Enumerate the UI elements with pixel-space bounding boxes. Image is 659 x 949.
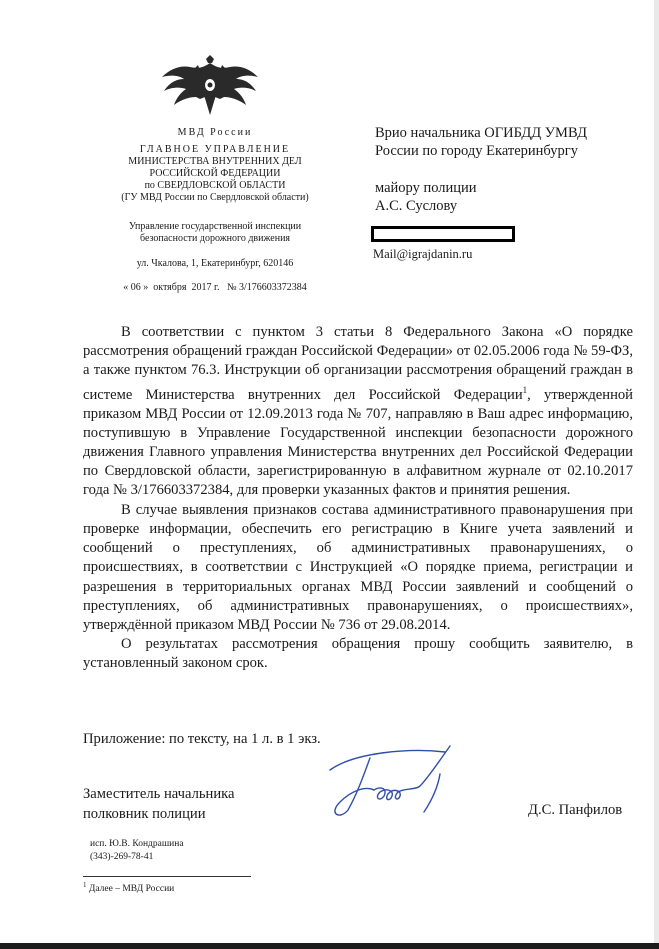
footnote (83, 881, 174, 894)
signatory-name: Д.С. Панфилов (528, 802, 623, 818)
footnote-mark: 1 (522, 384, 528, 395)
handwritten-signature (300, 740, 470, 820)
executor-name: исп. Ю.В. Кондрашина (90, 839, 184, 849)
addressee-line: России по городу Екатеринбургу (375, 143, 578, 159)
addressee-line: А.С. Суслову (375, 198, 458, 214)
addressee-rank-name (375, 179, 477, 215)
org-line: РОССИЙСКОЙ ФЕДЕРАЦИИ (149, 168, 281, 179)
addressee-block (375, 124, 587, 160)
attachment-note: Приложение: по тексту, на 1 л. в 1 экз. (83, 731, 321, 747)
ministry-short-name: МВД России (177, 127, 253, 138)
org-line: (ГУ МВД России по Свердловской области) (121, 192, 309, 203)
org-line: по СВЕРДЛОВСКОЙ ОБЛАСТИ (144, 180, 286, 191)
department-block (70, 221, 360, 245)
mvd-crest-emblem (160, 55, 260, 121)
department-line: безопасности дорожного движения (139, 233, 291, 244)
footnote-text: Далее – МВД России (86, 884, 175, 895)
body-paragraph: О результатах рассмотрения обращения прошу сообщить заявителю, в установленный законом срок. (83, 636, 633, 672)
addressee-line: майору полиции (375, 180, 477, 196)
body-paragraph: В случае выявления признаков состава административного правонарушения при проверке информации, обеспечить его регистрацию в Книге учета заявлений и сообщений о преступлениях, об административных правонарушениях, о происшествиях, в соответствии с Инструкцией «О порядке приема, регистрации и разрешения в территориальных органах МВД России заявлений и сообщений о преступлениях, об административных правонарушениях, о происшествиях», утверждённой приказом МВД России № 736 от 29.08.2014. (83, 501, 633, 633)
position-line: Заместитель начальника (83, 786, 235, 802)
department-line: Управление государственной инспекции (128, 221, 302, 232)
addressee-line: Врио начальника ОГИБДД УМВД (375, 125, 587, 141)
executor-phone: (343)-269-78-41 (90, 852, 154, 862)
footnote-divider (83, 876, 251, 877)
body-paragraph (83, 323, 633, 501)
addressee-email: Mail@igrajdanin.ru (373, 247, 473, 261)
org-line: ГЛАВНОЕ УПРАВЛЕНИЕ (139, 144, 291, 155)
date-and-number: « 06 » октября 2017 г. № 3/176603372384 (123, 282, 307, 293)
body-text-part: В соответствии с пунктом 3 статьи 8 Федерального Закона «О порядке рассмотрения обращений граждан Российской Федерации» от 02.05.2006 года № 59-ФЗ, а также пунктом 76.3. Инструкции об организации рассмотрения обращений граждан в системе Министерства внутренних дел Российской Федерации (83, 324, 633, 403)
department-address: ул. Чкалова, 1, Екатеринбург, 620146 (136, 258, 294, 269)
letter-body (83, 323, 633, 674)
position-line: полковник полиции (83, 806, 206, 822)
scan-edge (654, 0, 659, 949)
scan-bottom-edge (0, 943, 659, 949)
body-text-part: , утвержденной приказом МВД России от 12.09.2013 года № 707, направляю в Ваш адрес информацию, поступившую в Управление Государственной инспекции безопасности дорожного движения Главного управления Министерства внутренних дел Российской Федерации по Свердловской области, зарегистрированную в алфавитном журнале от 02.10.2017 года № 3/176603372384, для проверки указанных фактов и принятия решения. (83, 386, 633, 499)
org-name-block (70, 144, 360, 204)
executor-block (90, 838, 184, 864)
org-line: МИНИСТЕРСТВА ВНУТРЕННИХ ДЕЛ (128, 156, 302, 167)
footnote-mark: 1 (83, 881, 87, 889)
signatory-position (83, 784, 235, 824)
redacted-box (371, 226, 515, 242)
